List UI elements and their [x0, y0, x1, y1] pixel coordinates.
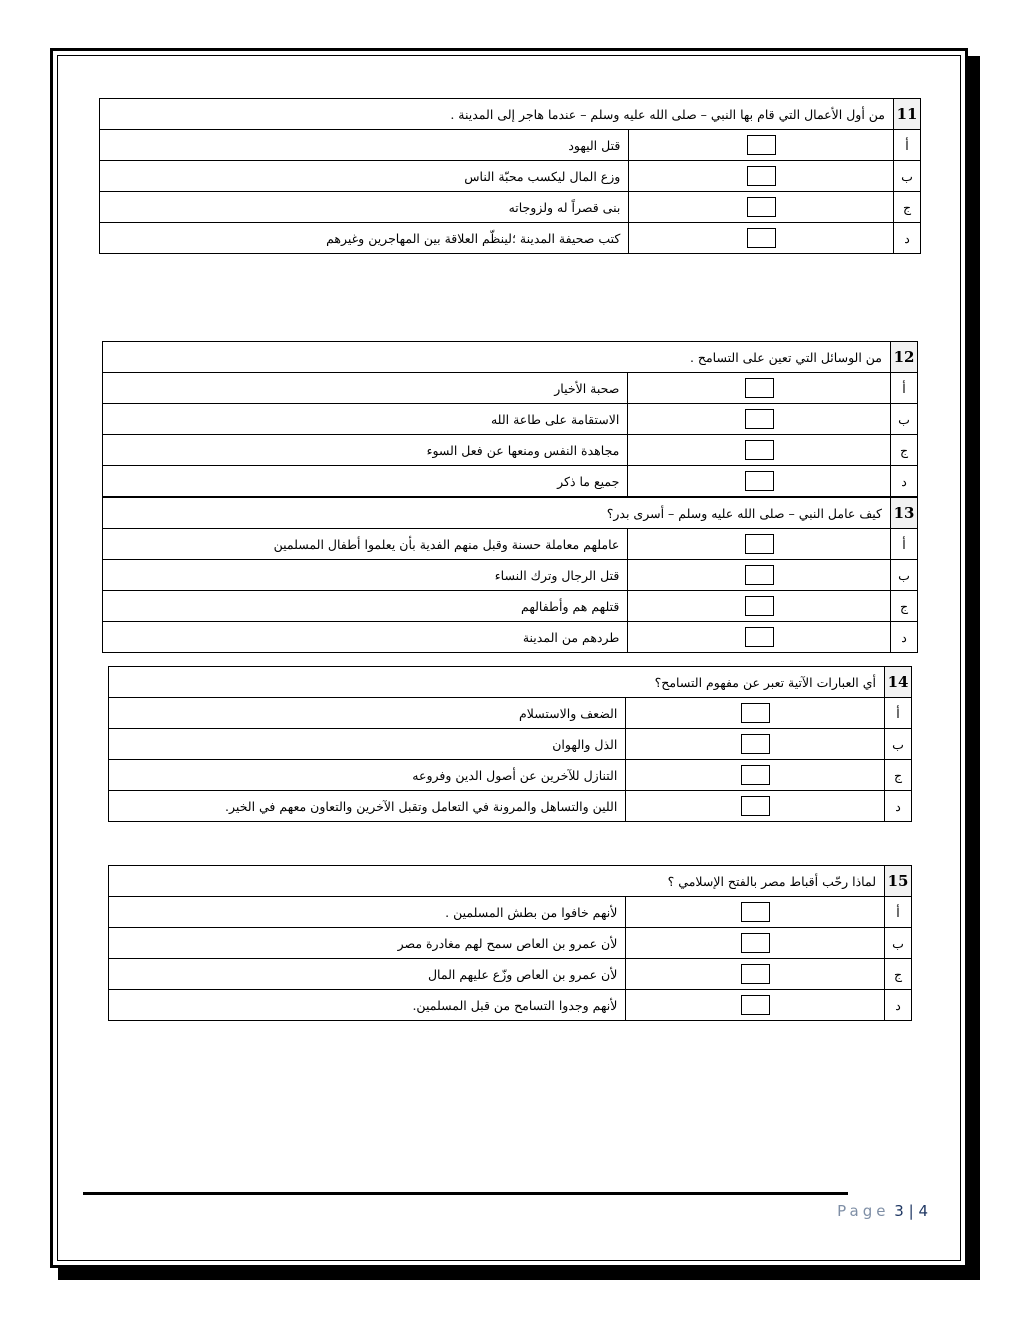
- option-row: [109, 729, 912, 760]
- answer-checkbox[interactable]: [626, 698, 885, 729]
- option-row: [103, 560, 918, 591]
- question-12-13-table: [102, 341, 918, 653]
- option-row: [100, 223, 921, 254]
- option-letter: ب: [894, 161, 921, 192]
- option-text: الذل والهوان: [109, 729, 626, 760]
- option-row: [109, 760, 912, 791]
- option-row: [103, 435, 918, 466]
- answer-checkbox[interactable]: [628, 622, 891, 653]
- question-14-table: [108, 666, 912, 822]
- option-row: [109, 928, 912, 959]
- option-text: لأن عمرو بن العاص وزّع عليهم المال: [109, 959, 626, 990]
- option-letter: ب: [885, 928, 912, 959]
- question-number: 12: [891, 342, 918, 373]
- answer-checkbox[interactable]: [628, 373, 891, 404]
- option-row: [109, 959, 912, 990]
- question-text: لماذا رحّب أقباط مصر بالفتح الإسلامي ؟: [109, 866, 885, 897]
- option-text: قتل الرجال وترك النساء: [103, 560, 628, 591]
- option-letter: ب: [885, 729, 912, 760]
- option-text: طردهم من المدينة: [103, 622, 628, 653]
- option-text: التنازل للآخرين عن أصول الدين وفروعه: [109, 760, 626, 791]
- answer-checkbox[interactable]: [629, 130, 894, 161]
- option-row: [100, 192, 921, 223]
- answer-checkbox[interactable]: [629, 192, 894, 223]
- question-text: من أول الأعمال التي قام بها النبي – صلى الله عليه وسلم – عندما هاجر إلى المدينة .: [100, 99, 894, 130]
- option-text: قتل اليهود: [100, 130, 629, 161]
- option-row: [109, 791, 912, 822]
- answer-checkbox[interactable]: [626, 928, 885, 959]
- answer-checkbox[interactable]: [628, 529, 891, 560]
- question-row: [109, 667, 912, 698]
- question-11-table: [99, 98, 921, 254]
- option-text: لأن عمرو بن العاص سمح لهم مغادرة مصر: [109, 928, 626, 959]
- page-total: 4: [918, 1202, 928, 1220]
- answer-checkbox[interactable]: [628, 560, 891, 591]
- answer-checkbox[interactable]: [629, 161, 894, 192]
- option-text: جميع ما ذكر: [103, 466, 628, 498]
- option-row: [100, 161, 921, 192]
- answer-checkbox[interactable]: [626, 897, 885, 928]
- page-current: 3: [894, 1202, 904, 1220]
- option-letter: ج: [894, 192, 921, 223]
- option-text: اللين والتساهل والمرونة في التعامل وتقبل الآخرين والتعاون معهم في الخير.: [109, 791, 626, 822]
- answer-checkbox[interactable]: [628, 435, 891, 466]
- option-row: [109, 990, 912, 1021]
- question-number: 13: [891, 497, 918, 529]
- question-row: [109, 866, 912, 897]
- option-text: بنى قصراً له ولزوجاته: [100, 192, 629, 223]
- question-15-table: [108, 865, 912, 1021]
- option-letter: د: [885, 791, 912, 822]
- option-row: [100, 130, 921, 161]
- option-letter: أ: [894, 130, 921, 161]
- option-letter: أ: [885, 698, 912, 729]
- option-letter: د: [885, 990, 912, 1021]
- question-text: من الوسائل التي تعين على التسامح .: [103, 342, 891, 373]
- answer-checkbox[interactable]: [628, 404, 891, 435]
- page-word: Page: [837, 1202, 890, 1220]
- option-text: الاستقامة على طاعة الله: [103, 404, 628, 435]
- page-separator: |: [908, 1202, 914, 1220]
- option-text: لأنهم وجدوا التسامح من قبل المسلمين.: [109, 990, 626, 1021]
- answer-checkbox[interactable]: [626, 791, 885, 822]
- option-letter: ج: [891, 591, 918, 622]
- answer-checkbox[interactable]: [626, 959, 885, 990]
- option-text: كتب صحيفة المدينة ؛لينظّم العلاقة بين المهاجرين وغيرهم: [100, 223, 629, 254]
- answer-checkbox[interactable]: [628, 466, 891, 498]
- option-text: وزع المال ليكسب محبّة الناس: [100, 161, 629, 192]
- option-row: [103, 373, 918, 404]
- question-row: [103, 342, 918, 373]
- option-text: صحبة الأخيار: [103, 373, 628, 404]
- option-row: [103, 466, 918, 498]
- option-letter: ب: [891, 560, 918, 591]
- option-row: [103, 591, 918, 622]
- option-row: [109, 698, 912, 729]
- question-row: [103, 497, 918, 529]
- question-row: [100, 99, 921, 130]
- option-letter: د: [891, 466, 918, 498]
- question-text: كيف عامل النبي – صلى الله عليه وسلم – أسرى بدر؟: [103, 497, 891, 529]
- option-letter: ج: [891, 435, 918, 466]
- question-number: 11: [894, 99, 921, 130]
- answer-checkbox[interactable]: [629, 223, 894, 254]
- option-text: الضعف والاستسلام: [109, 698, 626, 729]
- option-letter: ج: [885, 760, 912, 791]
- answer-checkbox[interactable]: [626, 729, 885, 760]
- answer-checkbox[interactable]: [626, 990, 885, 1021]
- question-number: 15: [885, 866, 912, 897]
- page-number: [837, 1202, 928, 1220]
- option-letter: أ: [885, 897, 912, 928]
- option-row: [103, 622, 918, 653]
- option-row: [103, 404, 918, 435]
- option-text: عاملهم معاملة حسنة وقبل منهم الفدية بأن يعلموا أطفال المسلمين: [103, 529, 628, 560]
- question-number: 14: [885, 667, 912, 698]
- answer-checkbox[interactable]: [626, 760, 885, 791]
- option-letter: د: [891, 622, 918, 653]
- option-letter: أ: [891, 529, 918, 560]
- option-row: [103, 529, 918, 560]
- option-text: قتلهم هم وأطفالهم: [103, 591, 628, 622]
- option-letter: ج: [885, 959, 912, 990]
- answer-checkbox[interactable]: [628, 591, 891, 622]
- option-letter: د: [894, 223, 921, 254]
- question-text: أي العبارات الآتية تعبر عن مفهوم التسامح؟: [109, 667, 885, 698]
- option-letter: أ: [891, 373, 918, 404]
- option-row: [109, 897, 912, 928]
- option-letter: ب: [891, 404, 918, 435]
- option-text: لأنهم خافوا من بطش المسلمين .: [109, 897, 626, 928]
- footer-rule: [83, 1192, 848, 1195]
- option-text: مجاهدة النفس ومنعها عن فعل السوء: [103, 435, 628, 466]
